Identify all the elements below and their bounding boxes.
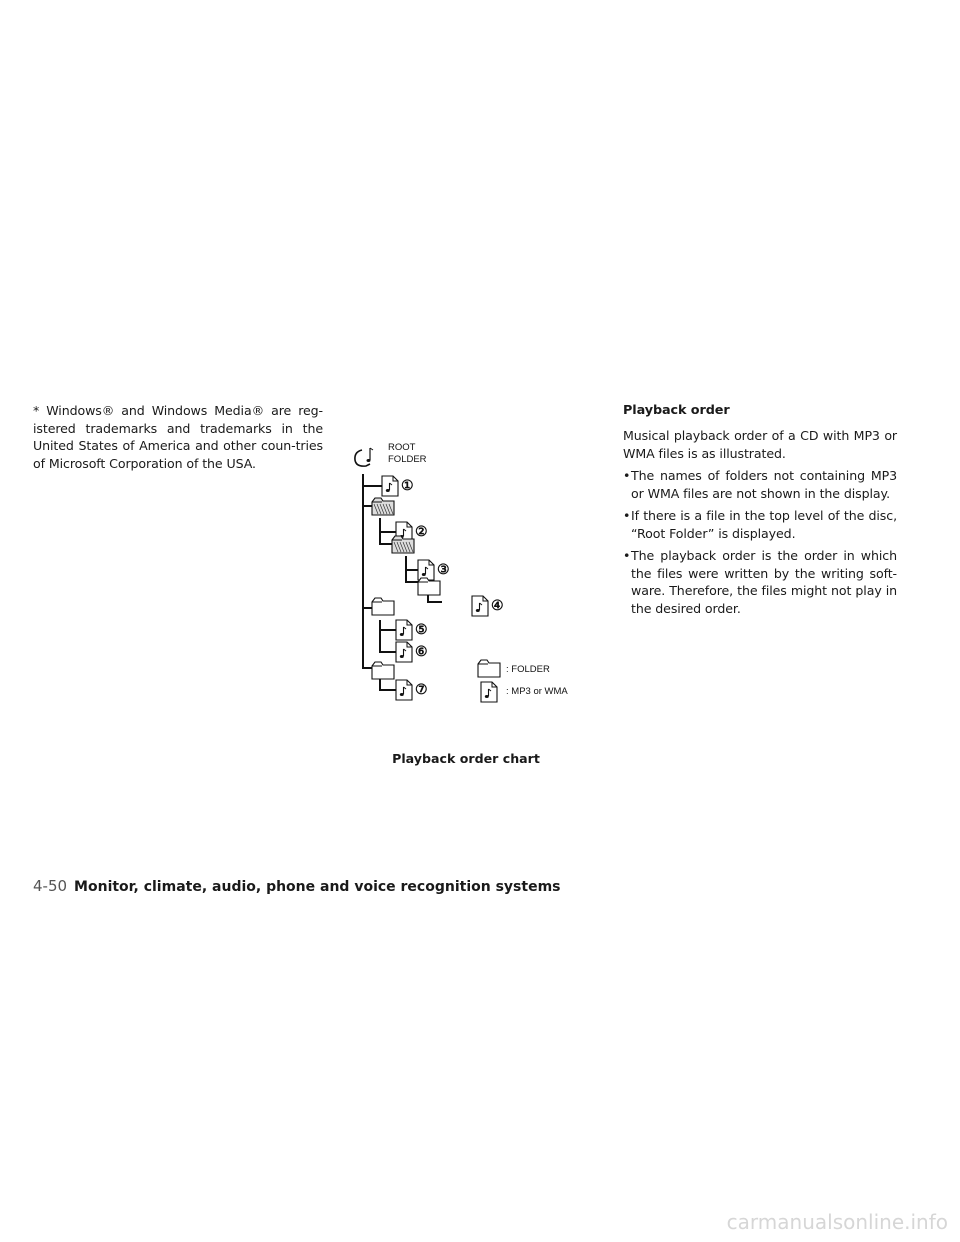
list-item (623, 467, 897, 502)
bullet-mark: • (623, 508, 631, 523)
music-file-icon (396, 620, 412, 640)
legend (478, 660, 568, 702)
file-number-5: ⑤ (415, 621, 428, 637)
page-footer (33, 877, 561, 896)
music-file-icon (382, 476, 398, 496)
legend-folder-icon (478, 660, 500, 677)
bullet-mark: • (623, 548, 631, 563)
folder-icon (372, 598, 394, 615)
folder-icon (418, 578, 440, 595)
file-number-3: ③ (437, 561, 450, 577)
section-title: Monitor, climate, audio, phone and voice recognition systems (74, 879, 561, 895)
file-number-1: ① (401, 477, 414, 493)
hidden-folder-icon (392, 536, 414, 553)
page-number: 4-50 (33, 877, 68, 895)
list-item-text: The names of folders not containing MP3 or WMA files are not shown in the display. (631, 468, 897, 501)
list-item (623, 507, 897, 542)
music-file-icon (396, 642, 412, 662)
playback-order-diagram (350, 440, 590, 710)
chart-caption: Playback order chart (392, 751, 540, 766)
file-number-2: ② (415, 523, 428, 539)
list-item (623, 547, 897, 617)
music-file-icon (418, 560, 434, 580)
file-number-6: ⑥ (415, 643, 428, 659)
section-heading: Playback order (623, 403, 730, 418)
list-item-text: If there is a file in the top level of the disc, “Root Folder” is displayed. (631, 508, 897, 541)
intro-paragraph: Musical playback order of a CD with MP3 or WMA files is as illustrated. (623, 428, 897, 461)
music-file-icon (472, 596, 488, 616)
file-number-4: ④ (491, 597, 504, 613)
right-column (623, 402, 897, 622)
bullet-list (623, 467, 897, 617)
file-number-7: ⑦ (415, 681, 428, 697)
root-label-line2: FOLDER (388, 454, 427, 465)
root-disc-icon (355, 448, 373, 466)
music-file-icon (396, 680, 412, 700)
list-item-text: The playback order is the order in which the files were written by the writing soft-ware. Therefore, the files might not play in the desired order. (631, 548, 897, 616)
folder-icon (372, 662, 394, 679)
bullet-mark: • (623, 468, 631, 483)
legend-file-label: : MP3 or WMA (506, 686, 568, 697)
watermark: carmanualsonline.info (726, 1210, 948, 1234)
left-column (33, 402, 323, 472)
legend-folder-label: : FOLDER (506, 664, 550, 675)
trademark-footnote: * Windows® and Windows Media® are reg-istered trademarks and trademarks in the United States of America and other coun-tries of Microsoft Corporation of the USA. (33, 403, 323, 471)
legend-file-icon (481, 682, 497, 702)
root-label-line1: ROOT (388, 442, 416, 453)
hidden-folder-icon (372, 498, 394, 515)
